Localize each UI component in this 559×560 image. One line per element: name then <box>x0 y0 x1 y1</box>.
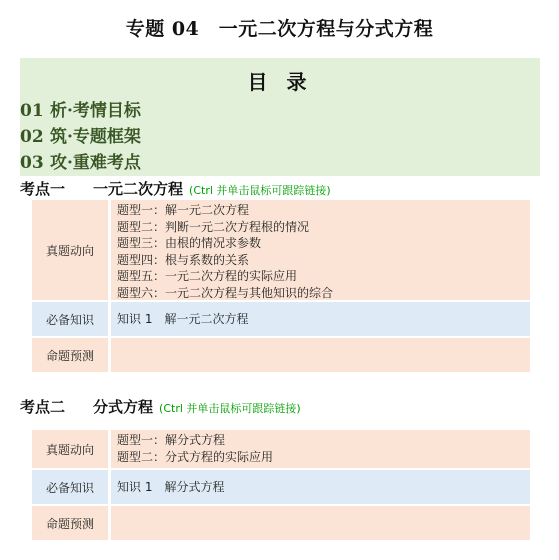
kaodian1-link[interactable]: (Ctrl 并单击鼠标可跟踪链接) <box>189 184 331 197</box>
toc-item-number: 01 <box>20 101 44 121</box>
kaodian1-table <box>32 200 530 374</box>
table-row <box>32 506 530 542</box>
table-row <box>32 302 530 338</box>
table-row <box>32 200 530 302</box>
kaodian2-table <box>32 430 530 542</box>
bibei-content[interactable]: 知识 1 解分式方程 <box>117 479 225 494</box>
kaodian2-name: 分式方程 <box>93 398 154 416</box>
yuce-content <box>111 506 530 540</box>
toc-heading: 目 录 <box>247 70 313 94</box>
kaodian1-label: 考点一 <box>20 180 66 198</box>
zhenti-list <box>111 200 530 300</box>
kaodian2-label: 考点二 <box>20 398 66 416</box>
toc-item-label: 攻·重难考点 <box>50 153 141 173</box>
yuce-content <box>111 338 530 372</box>
zhenti-list <box>111 430 530 468</box>
kaodian1-heading <box>20 178 331 199</box>
toc-item-01[interactable] <box>20 96 141 121</box>
table-row <box>32 470 530 506</box>
bibei-content[interactable]: 知识 1 解一元二次方程 <box>117 311 249 326</box>
page-title: 专题 04 一元二次方程与分式方程 <box>125 18 434 40</box>
row-label-bibei: 必备知识 <box>32 470 111 504</box>
list-item[interactable]: 题型三：由根的情况求参数 <box>117 236 262 250</box>
table-row <box>32 430 530 470</box>
row-label-zhenti: 真题动向 <box>32 430 111 468</box>
toc-item-label: 筑·专题框架 <box>50 127 141 147</box>
toc-item-02[interactable] <box>20 122 141 147</box>
toc-item-number: 03 <box>20 153 44 173</box>
table-row <box>32 338 530 374</box>
list-item[interactable]: 题型六：一元二次方程与其他知识的综合 <box>117 285 334 300</box>
table-of-contents <box>20 58 540 176</box>
toc-item-number: 02 <box>20 127 44 147</box>
kaodian2-link[interactable]: (Ctrl 并单击鼠标可跟踪链接) <box>159 402 301 415</box>
row-label-zhenti: 真题动向 <box>32 200 111 300</box>
list-item[interactable]: 题型一：解一元二次方程 <box>117 203 250 217</box>
list-item[interactable]: 题型五：一元二次方程的实际应用 <box>117 269 298 283</box>
toc-item-label: 析·考情目标 <box>50 101 141 121</box>
kaodian2-heading <box>20 396 301 417</box>
list-item[interactable]: 题型一：解分式方程 <box>117 433 226 447</box>
kaodian1-name: 一元二次方程 <box>93 180 184 198</box>
row-label-yuce: 命题预测 <box>32 506 111 540</box>
list-item[interactable]: 题型四：根与系数的关系 <box>117 252 250 267</box>
toc-item-03[interactable] <box>20 148 141 173</box>
row-label-bibei: 必备知识 <box>32 302 111 336</box>
list-item[interactable]: 题型二：分式方程的实际应用 <box>117 449 274 464</box>
row-label-yuce: 命题预测 <box>32 338 111 372</box>
list-item[interactable]: 题型二：判断一元二次方程根的情况 <box>117 219 310 234</box>
